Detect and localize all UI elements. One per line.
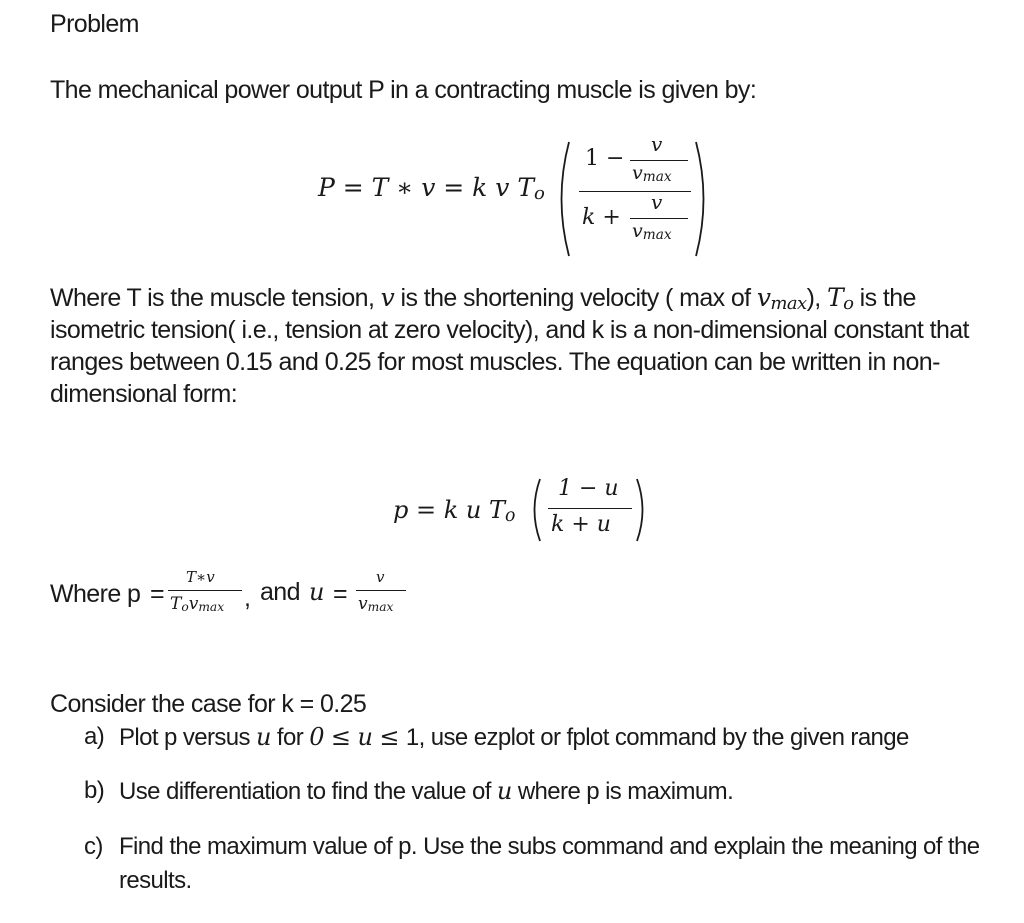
task-a-var-u: u [256,723,271,751]
eq2-fraction-bar [548,508,632,509]
eq2-numerator: 1 − u [558,476,619,501]
task-a-post: 1, use ezplot or fplot command by the given range [405,724,909,751]
eq2-denominator: k + u [551,512,611,537]
case-statement: Consider the case for k = 0.25 [50,690,367,718]
desc-vmax-sub: max [770,293,807,315]
eq1-right-paren [692,140,714,258]
and-word: and [260,578,300,606]
eq1-num-fraction-bar [630,160,688,161]
eq1-lhs: P = T ∗ v = k v T [318,173,535,202]
eq1-num-v: v [651,132,663,156]
u-def-fraction-bar [356,590,406,591]
desc-line-2: isometric tension( i.e., tension at zero velocity), and k is a non-dimensional constant that [50,316,969,344]
p-def-den-v: v [188,594,199,614]
eq1-den-fraction-bar [630,218,688,219]
desc-line-1-mid: is the shortening velocity ( max of [394,284,757,312]
p-def-den-max: max [198,600,225,615]
desc-T-sub: o [843,293,854,315]
eq1-left-paren [551,140,573,258]
eq1-num-one: 1 − [585,146,625,171]
desc-line-1-post1: ), [806,284,827,312]
desc-v-symbol: v [380,283,395,312]
task-a-range: 0 ≤ u ≤ [309,723,406,751]
p-def-numerator: T∗v [186,568,215,586]
eq1-lhs-sub: o [534,183,545,205]
task-b-var-u: u [496,777,512,805]
eq2-right-paren [634,477,650,543]
eq1-den-vmax: v [632,220,643,242]
p-def-fraction-bar [168,590,242,591]
problem-heading: Problem [50,10,139,38]
p-def-comma: , [244,584,251,612]
eq2-lhs-sub: o [505,506,516,527]
eq1-den-vmax-sub: max [642,227,672,244]
eq1-den-v: v [651,190,663,214]
u-def-numerator: v [376,568,385,586]
task-a-marker: a) [84,723,105,750]
task-b-pre: Use differentiation to find the value of [119,778,497,805]
task-b-marker: b) [84,777,105,804]
u-def-den-v: v [358,594,368,614]
task-b-post: where p is maximum. [511,778,734,805]
desc-vmax-symbol: v [756,283,771,312]
task-c-line-2: results. [119,867,192,894]
p-def-den-o: o [181,600,189,615]
task-a-pre: Plot p versus [119,724,256,751]
eq1-den-k: k + [582,205,621,230]
where-p-equals: = [150,580,164,608]
task-a-mid: for [270,724,310,751]
u-symbol: u [309,578,325,606]
u-def-den-max: max [367,600,394,615]
where-p-label: Where p [50,580,141,608]
desc-line-1 [50,282,916,317]
p-def-den-T: T [170,594,182,614]
eq2-lhs: p = k u T [393,496,505,524]
desc-line-3: ranges between 0.15 and 0.25 for most muscles. The equation can be written in non- [50,348,940,376]
eq2-left-paren [527,477,543,543]
desc-line-4: dimensional form: [50,380,238,408]
task-c-line-1: Find the maximum value of p. Use the subs command and explain the meaning of the [119,833,980,860]
desc-line-1-post2: is the [853,284,916,312]
intro-text: The mechanical power output P in a contracting muscle is given by: [50,76,757,104]
u-def-equals: = [333,580,347,608]
eq1-num-vmax: v [632,162,643,184]
eq1-num-vmax-sub: max [642,169,672,186]
desc-T-symbol: T [826,283,844,312]
desc-line-1-pre: Where T is the muscle tension, [50,284,381,312]
eq1-main-fraction-bar [579,191,691,192]
task-c-marker: c) [84,833,103,860]
